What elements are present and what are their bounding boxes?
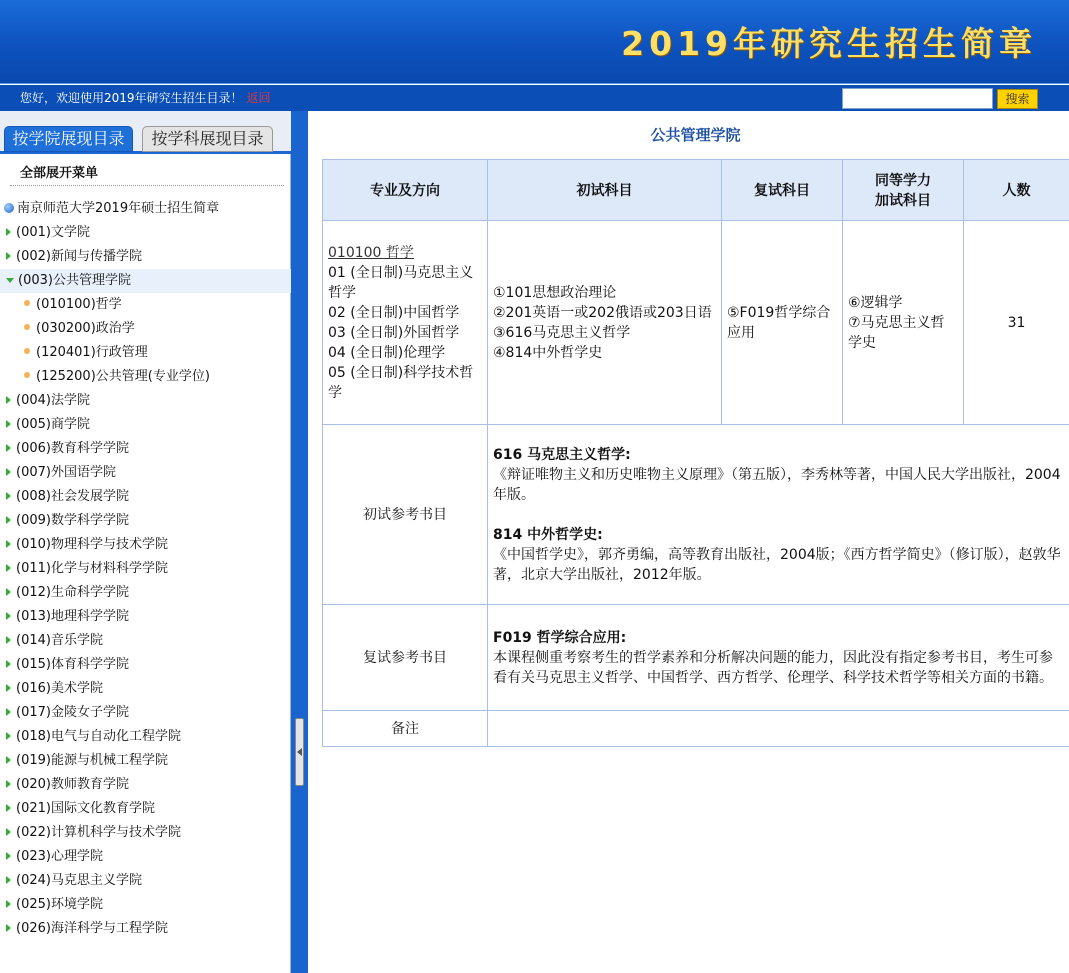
equiv-subject: ⑥逻辑学: [848, 294, 903, 311]
tree-item-label: (004)法学院: [16, 393, 90, 408]
tree-item-college[interactable]: [0, 749, 291, 773]
direction-item: 03 (全日制)外国哲学: [328, 324, 460, 341]
tree-item-college[interactable]: [0, 605, 291, 629]
bullet-icon: [24, 300, 30, 306]
col-header-major: 专业及方向: [323, 160, 488, 221]
tree-item-label: (014)音乐学院: [16, 633, 103, 648]
notes-value: [488, 711, 1069, 747]
tree-subitem-label: (125200)公共管理(专业学位): [36, 369, 210, 384]
tree-item-college[interactable]: [0, 701, 291, 725]
col-header-prelim: 初试科目: [488, 160, 722, 221]
col-header-equiv: [843, 160, 964, 221]
expand-arrow-icon: [6, 444, 11, 452]
panel-splitter[interactable]: [291, 111, 308, 973]
tree-item-label: (005)商学院: [16, 417, 90, 432]
college-tree: [0, 197, 291, 941]
tree-item-label: (001)文学院: [16, 225, 90, 240]
notes-label: 备注: [323, 711, 488, 747]
tree-item-label: (016)美术学院: [16, 681, 103, 696]
tree-item-college[interactable]: [0, 677, 291, 701]
page-banner: [0, 0, 1069, 84]
table-row-notes: [323, 711, 1069, 747]
tree-item-college[interactable]: [0, 461, 291, 485]
tree-item-label: (012)生命科学学院: [16, 585, 129, 600]
retest-subject-cell: ⑤F019哲学综合应用: [722, 221, 843, 425]
expand-arrow-icon: [6, 924, 11, 932]
tree-item-college[interactable]: [0, 917, 291, 941]
tree-item-label: (022)计算机科学与技术学院: [16, 825, 181, 840]
expand-arrow-icon: [6, 564, 11, 572]
expand-arrow-icon: [6, 612, 11, 620]
expand-arrow-icon: [6, 588, 11, 596]
expand-arrow-icon: [6, 828, 11, 836]
globe-icon: [4, 203, 14, 213]
tree-item-label: (026)海洋科学与工程学院: [16, 921, 168, 936]
expand-arrow-icon: [6, 756, 11, 764]
expand-arrow-icon: [6, 228, 11, 236]
table-row-retest-books: [323, 605, 1069, 711]
expand-arrow-icon: [6, 420, 11, 428]
direction-item: 02 (全日制)中国哲学: [328, 304, 460, 321]
book-subject-title: 814 中外哲学史:: [493, 526, 603, 543]
retest-books-label: 复试参考书目: [323, 605, 488, 711]
tree-item-label: (025)环境学院: [16, 897, 103, 912]
main-content: [322, 111, 1069, 747]
tree-subitem-label: (120401)行政管理: [36, 345, 148, 360]
tree-item-label: (017)金陵女子学院: [16, 705, 129, 720]
expand-arrow-icon: [6, 804, 11, 812]
tree-item-label: (013)地理科学学院: [16, 609, 129, 624]
tree-item-label: (008)社会发展学院: [16, 489, 129, 504]
tree-item-label: (006)教育科学学院: [16, 441, 129, 456]
tree-item-label: (018)电气与自动化工程学院: [16, 729, 181, 744]
expand-arrow-icon: [6, 684, 11, 692]
book-subject-title: 616 马克思主义哲学:: [493, 446, 631, 463]
tree-item-college[interactable]: [0, 797, 291, 821]
direction-item: 05 (全日制)科学技术哲学: [328, 364, 474, 401]
table-row-prelim-books: [323, 425, 1069, 605]
bullet-icon: [24, 324, 30, 330]
table-row-major: [323, 221, 1069, 425]
tree-root[interactable]: [0, 197, 291, 221]
expand-arrow-icon: [6, 660, 11, 668]
enrollment-count: 31: [964, 221, 1069, 425]
col-header-equiv-line1: 同等学力: [875, 173, 931, 189]
expand-arrow-icon: [6, 852, 11, 860]
tree-item-label: (003)公共管理学院: [18, 273, 131, 288]
tree-root-label: 南京师范大学2019年硕士招生简章: [17, 201, 220, 216]
tree-item-college[interactable]: [0, 389, 291, 413]
expand-arrow-icon: [6, 468, 11, 476]
tree-item-label: (021)国际文化教育学院: [16, 801, 155, 816]
tree-subitem-major[interactable]: [0, 365, 291, 389]
tree-item-college[interactable]: [0, 845, 291, 869]
major-link[interactable]: 010100 哲学: [328, 244, 414, 261]
tree-subitem-major[interactable]: [0, 341, 291, 365]
col-header-retest: 复试科目: [722, 160, 843, 221]
tree-item-label: (010)物理科学与技术学院: [16, 537, 168, 552]
tree-item-college[interactable]: [0, 821, 291, 845]
tree-item-label: (015)体育科学学院: [16, 657, 129, 672]
table-header-row: [323, 160, 1069, 221]
col-header-count: 人数: [964, 160, 1069, 221]
book-reference: 《中国哲学史》，郭齐勇编，高等教育出版社，2004版；《西方哲学简史》（修订版），赵敦华著，北京大学出版社，2012年版。: [493, 546, 1061, 583]
prelim-books-label: 初试参考书目: [323, 425, 488, 605]
expand-arrow-icon: [6, 516, 11, 524]
tree-item-college[interactable]: [0, 485, 291, 509]
tree-item-label: (023)心理学院: [16, 849, 103, 864]
book-reference: 本课程侧重考察考生的哲学素养和分析解决问题的能力，因此没有指定参考书目，考生可参看有关马克思主义哲学、中国哲学、西方哲学、伦理学、科学技术哲学等相关方面的书籍。: [493, 649, 1053, 686]
direction-item: 01 (全日制)马克思主义哲学: [328, 264, 474, 301]
search-button[interactable]: 搜索: [997, 89, 1038, 109]
tree-item-college[interactable]: [0, 413, 291, 437]
tree-item-college[interactable]: [0, 893, 291, 917]
back-link[interactable]: 返回: [246, 91, 271, 105]
tree-item-label: (007)外国语学院: [16, 465, 116, 480]
prelim-books-content: [488, 425, 1069, 605]
expand-arrow-icon: [6, 900, 11, 908]
major-cell: [323, 221, 488, 425]
expand-arrow-icon: [6, 732, 11, 740]
tree-item-college[interactable]: [0, 629, 291, 653]
prelim-subjects-cell: [488, 221, 722, 425]
prelim-subject: ③616马克思主义哲学: [493, 324, 631, 341]
tab-by-college[interactable]: 按学院展现目录: [4, 126, 133, 152]
tree-item-college[interactable]: [0, 869, 291, 893]
expand-arrow-icon: [6, 708, 11, 716]
admission-table: [322, 159, 1069, 747]
direction-item: 04 (全日制)伦理学: [328, 344, 446, 361]
tree-item-college[interactable]: [0, 533, 291, 557]
expand-all-menu[interactable]: 全部展开菜单: [20, 166, 99, 181]
tree-item-college[interactable]: [0, 509, 291, 533]
tree-item-college[interactable]: [0, 437, 291, 461]
col-header-equiv-line2: 加试科目: [875, 193, 931, 209]
bullet-icon: [24, 372, 30, 378]
tree-item-label: (002)新闻与传播学院: [16, 249, 142, 264]
expand-arrow-icon: [6, 396, 11, 404]
tree-item-label: (019)能源与机械工程学院: [16, 753, 168, 768]
expand-arrow-icon: [6, 636, 11, 644]
tree-item-college[interactable]: [0, 221, 291, 245]
tab-strip: [0, 111, 291, 154]
tree-item-label: (011)化学与材料科学学院: [16, 561, 168, 576]
search-input[interactable]: [842, 88, 993, 109]
tree-item-college[interactable]: [0, 581, 291, 605]
tree-subitem-label: (030200)政治学: [36, 321, 135, 336]
expand-arrow-icon: [6, 492, 11, 500]
tree-item-label: (024)马克思主义学院: [16, 873, 142, 888]
collapse-arrow-icon: [6, 278, 14, 283]
prelim-subject: ②201英语一或202俄语或203日语: [493, 304, 712, 321]
college-list: [0, 389, 291, 941]
banner-title: 2019年研究生招生简章: [621, 24, 1037, 63]
book-reference: 《辩证唯物主义和历史唯物主义原理》（第五版），李秀林等著，中国人民大学出版社，2004年版。: [493, 466, 1061, 503]
tree-item-college[interactable]: [0, 245, 291, 269]
collapse-panel-handle[interactable]: [295, 718, 304, 786]
expand-arrow-icon: [6, 876, 11, 884]
department-title: 公共管理学院: [650, 126, 741, 144]
prelim-subject: ④814中外哲学史: [493, 344, 603, 361]
equiv-subjects-cell: [843, 221, 964, 425]
bullet-icon: [24, 348, 30, 354]
tab-by-subject[interactable]: 按学科展现目录: [142, 126, 273, 152]
tree-item-college[interactable]: [0, 653, 291, 677]
tree-item-college[interactable]: [0, 557, 291, 581]
prelim-subject: ①101思想政治理论: [493, 284, 617, 301]
retest-books-content: [488, 605, 1069, 711]
tree-item-college[interactable]: [0, 773, 291, 797]
tree-subitem-major[interactable]: [0, 317, 291, 341]
expand-arrow-icon: [6, 780, 11, 788]
tree-subitem-label: (010100)哲学: [36, 297, 122, 312]
tree-item-label: (009)数学科学学院: [16, 513, 129, 528]
book-subject-title: F019 哲学综合应用:: [493, 629, 627, 646]
welcome-text: [20, 89, 271, 106]
divider: [10, 185, 284, 186]
expand-arrow-icon: [6, 252, 11, 260]
expand-arrow-icon: [6, 540, 11, 548]
tree-item-college-selected[interactable]: [0, 269, 291, 293]
equiv-subject: ⑦马克思主义哲学史: [848, 314, 945, 351]
tree-item-label: (020)教师教育学院: [16, 777, 129, 792]
tree-item-college[interactable]: [0, 725, 291, 749]
left-nav-panel: [0, 111, 291, 973]
tree-subitem-major[interactable]: [0, 293, 291, 317]
welcome-message: 您好，欢迎使用2019年研究生招生目录！: [20, 91, 243, 105]
